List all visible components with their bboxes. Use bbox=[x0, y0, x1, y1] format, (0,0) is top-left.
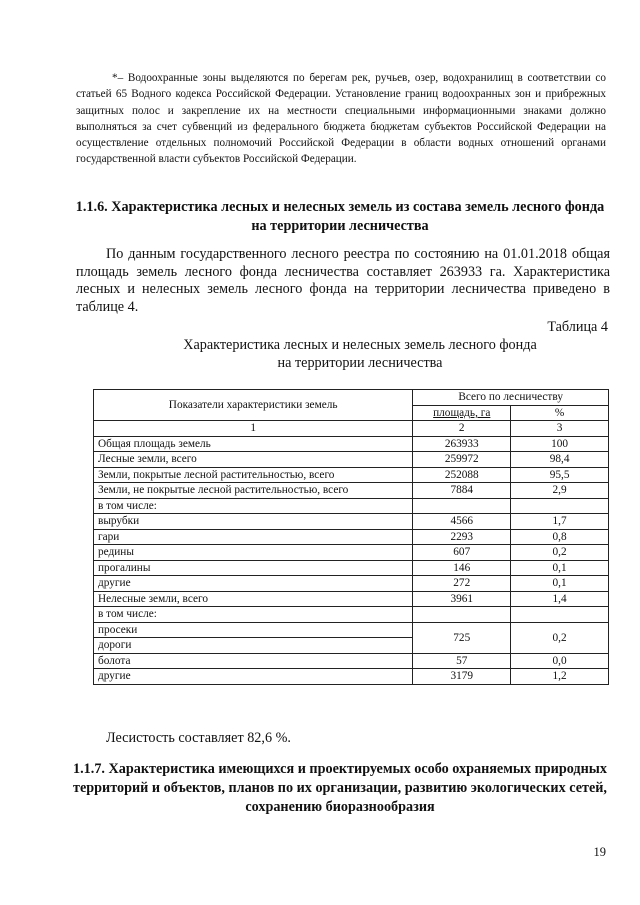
row-percent: 0,0 bbox=[511, 653, 609, 669]
row-name: вырубки bbox=[94, 514, 413, 530]
row-percent bbox=[511, 498, 609, 514]
row-percent: 0,8 bbox=[511, 529, 609, 545]
row-area: 272 bbox=[413, 576, 511, 592]
table-row bbox=[94, 560, 609, 576]
row-area: 4566 bbox=[413, 514, 511, 530]
body-paragraph: По данным государственного лесного реестра по состоянию на 01.01.2018 общая площадь земель лесного фонда лесничества составляет 263933 га. Характеристика лесных и нелесных земель лесного фонда на территории лесничества приведено в таблице 4. bbox=[76, 246, 610, 315]
row-area: 3179 bbox=[413, 669, 511, 685]
footnote bbox=[76, 70, 606, 168]
row-percent: 0,1 bbox=[511, 560, 609, 576]
row-percent: 100 bbox=[511, 436, 609, 452]
row-area: 57 bbox=[413, 653, 511, 669]
row-percent: 2,9 bbox=[511, 483, 609, 499]
header-forestry-total: Всего по лесничеству bbox=[413, 390, 609, 406]
table-row bbox=[94, 436, 609, 452]
header-percent: % bbox=[511, 405, 609, 421]
table-row bbox=[94, 607, 609, 623]
forest-cover-note: Лесистость составляет 82,6 %. bbox=[106, 730, 291, 746]
table-label: Таблица 4 bbox=[547, 319, 608, 335]
row-name: в том числе: bbox=[94, 498, 413, 514]
row-percent: 0,2 bbox=[511, 622, 609, 653]
header-number-2: 2 bbox=[413, 421, 511, 437]
page-number: 19 bbox=[593, 845, 606, 859]
table-row bbox=[94, 545, 609, 561]
table-row bbox=[94, 529, 609, 545]
row-area bbox=[413, 498, 511, 514]
row-name: болота bbox=[94, 653, 413, 669]
section-heading-1-1-7: 1.1.7. Характеристика имеющихся и проектируемых особо охраняемых природных территорий и объектов, планов по их организации, развитию экологических сетей, сохранению биоразнообразия bbox=[73, 761, 607, 815]
row-area: 607 bbox=[413, 545, 511, 561]
row-area: 263933 bbox=[413, 436, 511, 452]
table-row bbox=[94, 452, 609, 468]
row-percent: 98,4 bbox=[511, 452, 609, 468]
table-row bbox=[94, 653, 609, 669]
table-row bbox=[94, 622, 609, 638]
row-percent: 0,2 bbox=[511, 545, 609, 561]
row-name: другие bbox=[94, 576, 413, 592]
row-name: Земли, не покрытые лесной растительностью, всего bbox=[94, 483, 413, 499]
row-area: 2293 bbox=[413, 529, 511, 545]
row-area: 146 bbox=[413, 560, 511, 576]
table-row bbox=[94, 483, 609, 499]
header-number-3: 3 bbox=[511, 421, 609, 437]
row-name: дороги bbox=[94, 638, 413, 654]
table-caption-line-2: на территории лесничества bbox=[277, 355, 443, 371]
row-area: 3961 bbox=[413, 591, 511, 607]
row-area: 725 bbox=[413, 622, 511, 653]
header-number-1: 1 bbox=[94, 421, 413, 437]
row-name: другие bbox=[94, 669, 413, 685]
footnote-text: *– Водоохранные зоны выделяются по берегам рек, ручьев, озер, водохранилищ в соответствии со статьей 65 Водного кодекса Российской Федерации. Установление границ водоохранных зон и прибрежных защитных полос и закрепление их на местности специальными информационными знаками должно выполняться за счет субвенций из федерального бюджета бюджетам субъектов Российской Федерации на осуществление отдельных полномочий Российской Федерации в области водных отношений органами государственной власти субъектов Российской Федерации. bbox=[76, 72, 606, 166]
row-name: редины bbox=[94, 545, 413, 561]
header-indicators: Показатели характеристики земель bbox=[94, 390, 413, 421]
row-percent: 1,2 bbox=[511, 669, 609, 685]
section-heading-1-1-6: 1.1.6. Характеристика лесных и нелесных земель из состава земель лесного фонда на территории лесничества bbox=[75, 199, 605, 234]
row-name: гари bbox=[94, 529, 413, 545]
table-row bbox=[94, 576, 609, 592]
row-area bbox=[413, 607, 511, 623]
row-area: 7884 bbox=[413, 483, 511, 499]
table-row bbox=[94, 669, 609, 685]
table-row bbox=[94, 467, 609, 483]
row-percent bbox=[511, 607, 609, 623]
land-characteristics-table bbox=[93, 389, 609, 685]
row-percent: 1,4 bbox=[511, 591, 609, 607]
row-area: 252088 bbox=[413, 467, 511, 483]
row-name: Лесные земли, всего bbox=[94, 452, 413, 468]
table-row bbox=[94, 514, 609, 530]
table-row bbox=[94, 498, 609, 514]
row-name: в том числе: bbox=[94, 607, 413, 623]
table-caption-line-1: Характеристика лесных и нелесных земель лесного фонда bbox=[183, 337, 537, 353]
row-percent: 1,7 bbox=[511, 514, 609, 530]
table-row bbox=[94, 591, 609, 607]
row-name: Нелесные земли, всего bbox=[94, 591, 413, 607]
row-area: 259972 bbox=[413, 452, 511, 468]
header-area: площадь, га bbox=[413, 405, 511, 421]
row-name: Общая площадь земель bbox=[94, 436, 413, 452]
row-percent: 0,1 bbox=[511, 576, 609, 592]
row-name: просеки bbox=[94, 622, 413, 638]
row-name: Земли, покрытые лесной растительностью, всего bbox=[94, 467, 413, 483]
table-caption bbox=[100, 336, 620, 372]
row-percent: 95,5 bbox=[511, 467, 609, 483]
row-name: прогалины bbox=[94, 560, 413, 576]
